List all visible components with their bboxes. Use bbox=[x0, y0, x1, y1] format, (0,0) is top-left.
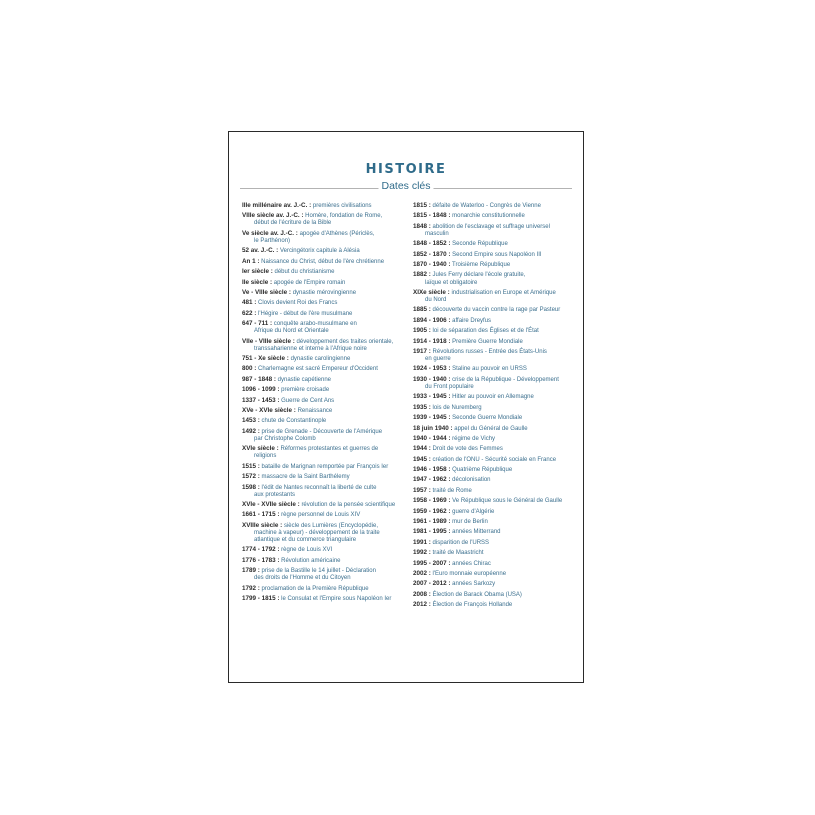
entry-text-continued: le Parthénon) bbox=[254, 237, 291, 244]
entry-text: Hitler au pouvoir en Allemagne bbox=[452, 394, 534, 401]
timeline-entry bbox=[242, 365, 400, 373]
entry-text: chute de Constantinople bbox=[261, 418, 327, 425]
entry-text: l'Euro monnaie européenne bbox=[432, 570, 507, 577]
entry-date: 1774 - 1792 : bbox=[242, 546, 280, 554]
entry-date: XIXe siècle : bbox=[413, 288, 450, 296]
entry-text-continued: début de l'écriture de la Bible bbox=[254, 220, 332, 227]
timeline-entry bbox=[242, 546, 400, 554]
timeline-entry bbox=[242, 320, 400, 335]
entry-date: 1945 : bbox=[413, 455, 431, 463]
entry-text: traité de Rome bbox=[432, 487, 472, 494]
entry-date: 1995 - 2007 : bbox=[413, 559, 451, 567]
entry-text: Staline au pouvoir en URSS bbox=[452, 366, 527, 373]
entry-text: Réformes protestantes et guerres de bbox=[280, 446, 379, 453]
timeline-entry bbox=[413, 212, 573, 220]
entry-text: années Mitterrand bbox=[452, 529, 501, 536]
entry-text-continued: par Christophe Colomb bbox=[254, 435, 316, 442]
entry-text: l'édit de Nantes reconnaît la liberté de culte bbox=[261, 484, 377, 491]
page-title: HISTOIRE bbox=[365, 162, 447, 177]
entry-date: 1572 : bbox=[242, 473, 260, 481]
timeline-entry bbox=[413, 327, 573, 335]
entry-date: 1776 - 1783 : bbox=[242, 556, 280, 564]
entry-text: années Chirac bbox=[452, 560, 491, 567]
entry-text: affaire Dreyfus bbox=[452, 317, 492, 324]
timeline-entry bbox=[242, 473, 400, 481]
entry-text-continued: religions bbox=[254, 453, 277, 460]
timeline-entry bbox=[413, 528, 573, 536]
entry-text: abolition de l'esclavage et suffrage universel bbox=[432, 223, 550, 230]
timeline-entry bbox=[413, 317, 573, 325]
timeline-entry bbox=[413, 306, 573, 314]
timeline-entry bbox=[413, 435, 573, 443]
entry-text: Clovis devient Roi des Francs bbox=[258, 300, 338, 307]
entry-date: 1935 : bbox=[413, 403, 431, 411]
entry-date: 1959 - 1962 : bbox=[413, 507, 451, 515]
entry-date: 1939 - 1945 : bbox=[413, 414, 451, 422]
entry-text: Charlemagne est sacré Empereur d'Occident bbox=[258, 366, 378, 373]
entry-text: décolonisation bbox=[452, 477, 491, 484]
entry-text: apogée de l'Empire romain bbox=[273, 279, 346, 286]
entry-text: dynastie mérovingienne bbox=[292, 289, 357, 296]
entry-date: Ve siècle av. J.-C. : bbox=[242, 229, 298, 237]
entry-text-continued: des droits de l'Homme et du Citoyen bbox=[254, 575, 351, 582]
timeline-entry bbox=[242, 557, 400, 565]
timeline-entry bbox=[242, 595, 400, 603]
timeline-entry bbox=[242, 202, 400, 210]
entry-date: 1924 - 1953 : bbox=[413, 365, 451, 373]
entry-text: guerre d'Algérie bbox=[452, 508, 495, 515]
entry-text: Seconde République bbox=[452, 241, 508, 248]
entry-text: révolution de la pensée scientifique bbox=[301, 502, 396, 509]
entry-text: Élection de Barack Obama (USA) bbox=[432, 591, 522, 598]
entry-text: siècle des Lumières (Encyclopédie, bbox=[283, 522, 378, 529]
entry-date: 1894 - 1906 : bbox=[413, 316, 451, 324]
entry-text: années Sarkozy bbox=[452, 581, 496, 588]
entry-date: VIIe - VIIIe siècle : bbox=[242, 337, 295, 345]
entry-date: An 1 : bbox=[242, 257, 260, 265]
entry-text: règne personnel de Louis XIV bbox=[281, 512, 361, 519]
entry-text: lois de Nuremberg bbox=[432, 404, 482, 411]
entry-date: 1792 : bbox=[242, 584, 260, 592]
entry-date: XVe - XVIe siècle : bbox=[242, 407, 296, 415]
timeline-entry bbox=[413, 338, 573, 346]
entry-text: premières civilisations bbox=[312, 203, 372, 209]
timeline-entry bbox=[242, 289, 400, 297]
entry-text: création de l'ONU - Sécurité sociale en France bbox=[432, 456, 557, 463]
entry-text: Droit de vote des Femmes bbox=[432, 446, 503, 453]
entry-date: 1885 : bbox=[413, 306, 431, 314]
entry-text: appel du Général de Gaulle bbox=[454, 425, 528, 432]
timeline-entry bbox=[242, 338, 400, 353]
entry-text-continued: Afrique du Nord et Orientale bbox=[254, 328, 329, 335]
entry-date: 1961 - 1989 : bbox=[413, 518, 451, 526]
entry-text-continued: masculin bbox=[425, 230, 449, 237]
timeline-entry bbox=[242, 511, 400, 519]
entry-text: Ve République sous le Général de Gaulle bbox=[452, 498, 563, 505]
entry-text: l'Hégire - début de l'ère musulmane bbox=[258, 310, 353, 317]
entry-text: Guerre de Cent Ans bbox=[281, 397, 335, 404]
entry-date: 1940 - 1944 : bbox=[413, 434, 451, 442]
right-column bbox=[413, 202, 573, 612]
timeline-entry bbox=[242, 567, 400, 582]
entry-date: 1917 : bbox=[413, 347, 431, 355]
timeline-entry bbox=[242, 501, 400, 509]
timeline-entry bbox=[242, 585, 400, 593]
timeline-entry bbox=[413, 365, 573, 373]
entry-date: 2007 - 2012 : bbox=[413, 580, 451, 588]
entry-text: prise de la Bastille le 14 juillet - Déclaration bbox=[261, 568, 376, 575]
timeline-entry bbox=[242, 428, 400, 443]
entry-date: 1096 - 1099 : bbox=[242, 386, 280, 394]
entry-text: mur de Berlin bbox=[452, 519, 488, 526]
timeline-entry bbox=[242, 279, 400, 287]
entry-date: 1789 : bbox=[242, 567, 260, 575]
timeline-entry bbox=[242, 258, 400, 266]
entry-text: Vercingétorix capitule à Alésia bbox=[279, 248, 360, 255]
entry-date: IIe siècle : bbox=[242, 278, 273, 286]
timeline-entry bbox=[242, 522, 400, 544]
entry-text: Seconde Guerre Mondiale bbox=[452, 415, 523, 422]
timeline-entry bbox=[413, 539, 573, 547]
entry-date: 1453 : bbox=[242, 417, 260, 425]
entry-date: 800 : bbox=[242, 365, 257, 373]
entry-text: crise de la République - Développement bbox=[452, 376, 559, 383]
entry-text: dynastie carolingienne bbox=[290, 356, 351, 363]
entry-date: 1930 - 1940 : bbox=[413, 375, 451, 383]
entry-date: IIIe millénaire av. J.-C. : bbox=[242, 202, 312, 209]
timeline-entry bbox=[413, 223, 573, 238]
timeline-entry bbox=[242, 407, 400, 415]
entry-text: bataille de Marignan remportée par François Ier bbox=[261, 463, 389, 470]
timeline-entry bbox=[413, 560, 573, 568]
entry-text-continued: laïque et obligatoire bbox=[425, 279, 478, 286]
entry-text-continued: machine à vapeur) - développement de la traite atlantique et du commerce triangulaire bbox=[254, 529, 380, 543]
entry-text: Renaissance bbox=[297, 408, 333, 415]
timeline-entry bbox=[242, 268, 400, 276]
entry-text: proclamation de la Première République bbox=[261, 585, 369, 592]
entry-text: le Consulat et l'Empire sous Napoléon Ier bbox=[281, 596, 392, 603]
entry-text-continued: transsaharienne et interne à l'Afrique noire bbox=[254, 345, 367, 352]
entry-date: 1981 - 1995 : bbox=[413, 528, 451, 536]
timeline-entry bbox=[413, 240, 573, 248]
subtitle-row bbox=[240, 180, 572, 194]
entry-text-continued: du Front populaire bbox=[425, 383, 474, 390]
timeline-entry bbox=[413, 271, 573, 286]
entry-date: XVIe siècle : bbox=[242, 445, 279, 453]
document-page bbox=[228, 131, 584, 683]
entry-date: 1905 : bbox=[413, 327, 431, 335]
entry-text: Élection de François Hollande bbox=[432, 602, 513, 609]
left-column bbox=[242, 202, 400, 605]
entry-date: Ve - VIIIe siècle : bbox=[242, 288, 292, 296]
entry-date: 1992 : bbox=[413, 549, 431, 557]
entry-text: première croisade bbox=[281, 387, 330, 394]
entry-text: Première Guerre Mondiale bbox=[452, 338, 523, 345]
timeline-entry bbox=[413, 425, 573, 433]
timeline-entry bbox=[413, 414, 573, 422]
entry-text: développement des traites orientale, bbox=[296, 338, 394, 345]
entry-text: traité de Maastricht bbox=[432, 550, 484, 557]
entry-date: Ier siècle : bbox=[242, 268, 273, 276]
timeline-entry bbox=[413, 202, 573, 210]
timeline-entry bbox=[413, 508, 573, 516]
entry-date: 1958 - 1969 : bbox=[413, 497, 451, 505]
entry-text: loi de séparation des Églises et de l'État bbox=[432, 328, 539, 335]
entry-date: 1957 : bbox=[413, 486, 431, 494]
entry-date: 622 : bbox=[242, 309, 257, 317]
entry-text: massacre de la Saint Barthélemy bbox=[261, 474, 350, 481]
entry-text: Révolution américaine bbox=[281, 557, 341, 564]
entry-date: 1933 - 1945 : bbox=[413, 393, 451, 401]
timeline-entry bbox=[413, 487, 573, 495]
entry-date: 1515 : bbox=[242, 462, 260, 470]
entry-date: 2002 : bbox=[413, 569, 431, 577]
entry-date: XVIIIe siècle : bbox=[242, 521, 283, 529]
entry-text-continued: aux protestants bbox=[254, 491, 296, 498]
timeline-entry bbox=[413, 476, 573, 484]
entry-date: 1870 - 1940 : bbox=[413, 261, 451, 269]
entry-text: règne de Louis XVI bbox=[281, 547, 333, 554]
entry-date: 1944 : bbox=[413, 445, 431, 453]
entry-text: régime de Vichy bbox=[452, 435, 496, 442]
entry-date: 1661 - 1715 : bbox=[242, 511, 280, 519]
timeline-entry bbox=[242, 310, 400, 318]
timeline-entry bbox=[413, 518, 573, 526]
entry-date: 647 - 711 : bbox=[242, 320, 273, 328]
entry-date: 1914 - 1918 : bbox=[413, 337, 451, 345]
entry-text: dynastie capétienne bbox=[277, 376, 332, 383]
entry-date: 1947 - 1962 : bbox=[413, 476, 451, 484]
entry-date: 751 - Xe siècle : bbox=[242, 355, 289, 363]
entry-text: Naissance du Christ, début de l'ère chrétienne bbox=[261, 258, 385, 265]
entry-date: 1799 - 1815 : bbox=[242, 595, 280, 603]
timeline-entry bbox=[242, 247, 400, 255]
timeline-entry bbox=[413, 549, 573, 557]
entry-date: 1815 - 1848 : bbox=[413, 212, 451, 220]
entry-date: 1848 : bbox=[413, 222, 431, 230]
entry-text-continued: du Nord bbox=[425, 297, 447, 304]
entry-text: industrialisation en Europe et Amérique bbox=[451, 289, 556, 296]
timeline-entry bbox=[413, 289, 573, 304]
entry-text: prise de Grenade - Découverte de l'Amérique bbox=[261, 428, 383, 435]
entry-date: 1337 - 1453 : bbox=[242, 396, 280, 404]
timeline-entry bbox=[242, 463, 400, 471]
entry-text: défaite de Waterloo - Congrès de Vienne bbox=[432, 203, 541, 209]
timeline-entry bbox=[413, 261, 573, 269]
timeline-entry bbox=[242, 230, 400, 245]
timeline-entry bbox=[413, 456, 573, 464]
entry-date: 987 - 1848 : bbox=[242, 375, 276, 383]
entry-date: 1852 - 1870 : bbox=[413, 250, 451, 258]
entry-date: XVIe - XVIIe siècle : bbox=[242, 501, 300, 509]
entry-text: Second Empire sous Napoléon III bbox=[452, 251, 542, 258]
timeline-entry bbox=[242, 397, 400, 405]
timeline-entry bbox=[413, 570, 573, 578]
entry-date: 1815 : bbox=[413, 202, 431, 209]
entry-text: conquête arabo-musulmane en bbox=[273, 321, 357, 328]
timeline-entry bbox=[413, 376, 573, 391]
timeline-entry bbox=[413, 393, 573, 401]
entry-text: Troisième République bbox=[452, 262, 511, 269]
page-subtitle: Dates clés bbox=[378, 180, 433, 193]
entry-text: disparition de l'URSS bbox=[432, 539, 490, 546]
entry-date: 18 juin 1940 : bbox=[413, 424, 453, 432]
entry-text-continued: en guerre bbox=[425, 356, 451, 363]
entry-date: 1991 : bbox=[413, 538, 431, 546]
timeline-entry bbox=[413, 580, 573, 588]
timeline-entry bbox=[413, 466, 573, 474]
entry-text: début du christianisme bbox=[274, 269, 335, 276]
entry-date: 1492 : bbox=[242, 427, 260, 435]
timeline-entry bbox=[413, 251, 573, 259]
entry-text: monarchie constitutionnelle bbox=[452, 213, 525, 220]
timeline-entry bbox=[242, 299, 400, 307]
timeline-entry bbox=[413, 601, 573, 609]
entry-date: 481 : bbox=[242, 299, 257, 307]
timeline-entry bbox=[413, 591, 573, 599]
timeline-entry bbox=[242, 355, 400, 363]
timeline-entry bbox=[242, 376, 400, 384]
timeline-entry bbox=[242, 386, 400, 394]
entry-date: 52 av. J.-C. : bbox=[242, 247, 279, 255]
timeline-entry bbox=[413, 348, 573, 363]
entry-date: 1946 - 1958 : bbox=[413, 466, 451, 474]
entry-date: VIIIe siècle av. J.-C. : bbox=[242, 212, 304, 220]
entry-text: Quatrième République bbox=[452, 467, 513, 474]
timeline-entry bbox=[242, 212, 400, 227]
entry-text: découverte du vaccin contre la rage par Pasteur bbox=[432, 307, 561, 314]
entry-text: Homère, fondation de Rome, bbox=[305, 213, 383, 220]
entry-date: 2012 : bbox=[413, 601, 431, 609]
timeline-entry bbox=[413, 445, 573, 453]
entry-text: Révolutions russes - Entrée des États-Unis bbox=[432, 348, 547, 355]
entry-date: 1598 : bbox=[242, 483, 260, 491]
entry-date: 1882 : bbox=[413, 271, 431, 279]
timeline-entry bbox=[413, 404, 573, 412]
timeline-entry bbox=[242, 417, 400, 425]
entry-text: Jules Ferry déclare l'école gratuite, bbox=[432, 272, 526, 279]
timeline-entry bbox=[242, 445, 400, 460]
entry-date: 1848 - 1852 : bbox=[413, 240, 451, 248]
timeline-entry bbox=[413, 497, 573, 505]
entry-date: 2008 : bbox=[413, 590, 431, 598]
entry-text: apogée d'Athènes (Périclès, bbox=[299, 230, 375, 237]
timeline-entry bbox=[242, 484, 400, 499]
